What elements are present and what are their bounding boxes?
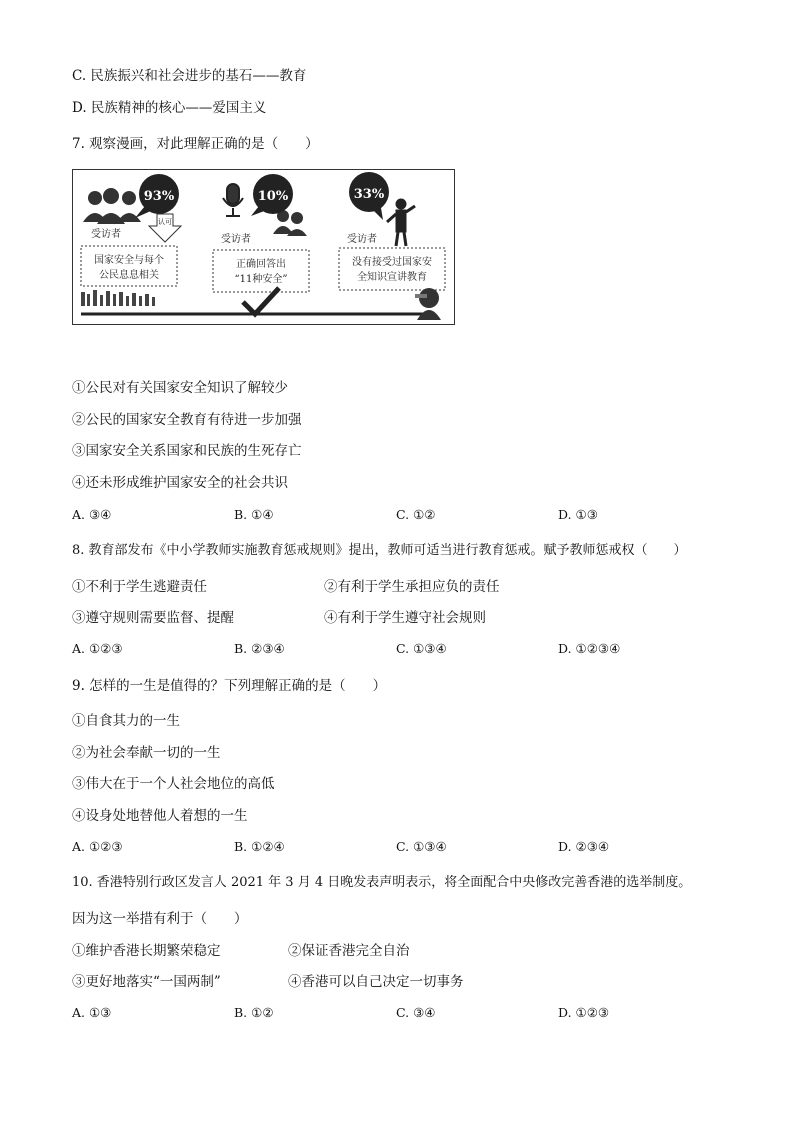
q10-option-c: C. ③④ xyxy=(396,1005,436,1020)
q10-option-d: D. ①②③ xyxy=(558,1005,610,1020)
q10-option-b: B. ①② xyxy=(234,1005,274,1020)
standing-person-icon xyxy=(387,199,415,246)
q7-statement-3: ③国家安全关系国家和民族的生死存亡 xyxy=(72,443,302,459)
bubble-2-percent: 10% xyxy=(257,189,289,204)
question-7-stem: 7. 观察漫画，对此理解正确的是（ ） xyxy=(72,136,319,152)
q7-statement-1: ①公民对有关国家安全知识了解较少 xyxy=(72,380,288,396)
q8-option-b: B. ②③④ xyxy=(234,641,285,656)
q9-option-c: C. ①③④ xyxy=(396,839,447,854)
q9-statement-3: ③伟大在于一个人社会地位的高低 xyxy=(72,776,275,792)
panel-2-box-line2: “11种安全” xyxy=(234,274,288,285)
panel-2-box-line1: 正确回答出 xyxy=(236,259,286,270)
q8-option-d: D. ①②③④ xyxy=(558,641,621,656)
microphone-icon xyxy=(223,184,243,216)
q7-option-b: B. ①④ xyxy=(234,507,274,522)
q10-statement-2: ②保证香港完全自治 xyxy=(288,943,410,959)
option-c-text: C. 民族振兴和社会进步的基石——教育 xyxy=(72,68,307,84)
question-9-stem: 9. 怎样的一生是值得的？下列理解正确的是（ ） xyxy=(72,678,387,694)
q8-statement-3: ③遵守规则需要监督、提醒 xyxy=(72,610,234,626)
q9-option-b: B. ①②④ xyxy=(234,839,285,854)
panel-3-box-line2: 全知识宣讲教育 xyxy=(357,272,427,283)
people-pair-icon xyxy=(273,210,307,236)
panel-1-box-line2: 公民息息相关 xyxy=(99,270,159,281)
q9-option-d: D. ②③④ xyxy=(558,839,610,854)
question-7-cartoon xyxy=(72,169,455,325)
panel-2-interviewee: 受访者 xyxy=(221,234,251,245)
q7-option-d: D. ①③ xyxy=(558,507,598,522)
panel-1-interviewee: 受访者 xyxy=(91,229,121,240)
q8-option-c: C. ①③④ xyxy=(396,641,447,656)
cartoon-drawing xyxy=(73,170,455,325)
panel-3-interviewee: 受访者 xyxy=(347,234,377,245)
q9-statement-4: ④设身处地替他人着想的一生 xyxy=(72,808,248,824)
question-8-stem: 8. 教育部发布《中小学教师实施教育惩戒规则》提出，教师可适当进行教育惩戒。赋予教师惩戒权（ ） xyxy=(72,543,687,558)
q10-statement-3: ③更好地落实“一国两制” xyxy=(72,974,221,990)
panel-1-box-line1: 国家安全与每个 xyxy=(94,255,164,266)
q8-statement-1: ①不利于学生逃避责任 xyxy=(72,579,207,595)
q10-option-a: A. ①③ xyxy=(72,1005,112,1020)
q10-statement-1: ①维护香港长期繁荣稳定 xyxy=(72,943,221,959)
q7-option-a: A. ③④ xyxy=(72,507,112,522)
option-d-text: D. 民族精神的核心——爱国主义 xyxy=(72,100,267,116)
arrow-text: 认可 xyxy=(158,218,172,226)
q8-option-a: A. ①②③ xyxy=(72,641,123,656)
panel-3-box-line1: 没有接受过国家安 xyxy=(352,257,432,268)
people-group-icon xyxy=(83,188,141,224)
q7-option-c: C. ①② xyxy=(396,507,436,522)
q9-option-a: A. ①②③ xyxy=(72,839,123,854)
q7-statement-2: ②公民的国家安全教育有待进一步加强 xyxy=(72,412,302,428)
crowd-silhouette-icon xyxy=(81,290,155,306)
q9-statement-2: ②为社会奉献一切的一生 xyxy=(72,745,221,761)
q9-statement-1: ①自食其力的一生 xyxy=(72,713,180,729)
q8-statement-4: ④有利于学生遵守社会规则 xyxy=(324,610,486,626)
question-10-stem-2: 因为这一举措有利于（ ） xyxy=(72,911,248,927)
q7-statement-4: ④还未形成维护国家安全的社会共识 xyxy=(72,475,288,491)
bubble-3-percent: 33% xyxy=(353,187,385,202)
q10-statement-4: ④香港可以自己决定一切事务 xyxy=(288,974,464,990)
question-10-stem: 10. 香港特别行政区发言人 2021 年 3 月 4 日晚发表声明表示，将全面配合中央修改完善香港的选举制度。 xyxy=(72,875,692,890)
q8-statement-2: ②有利于学生承担应负的责任 xyxy=(324,579,500,595)
bubble-1-percent: 93% xyxy=(143,189,175,204)
